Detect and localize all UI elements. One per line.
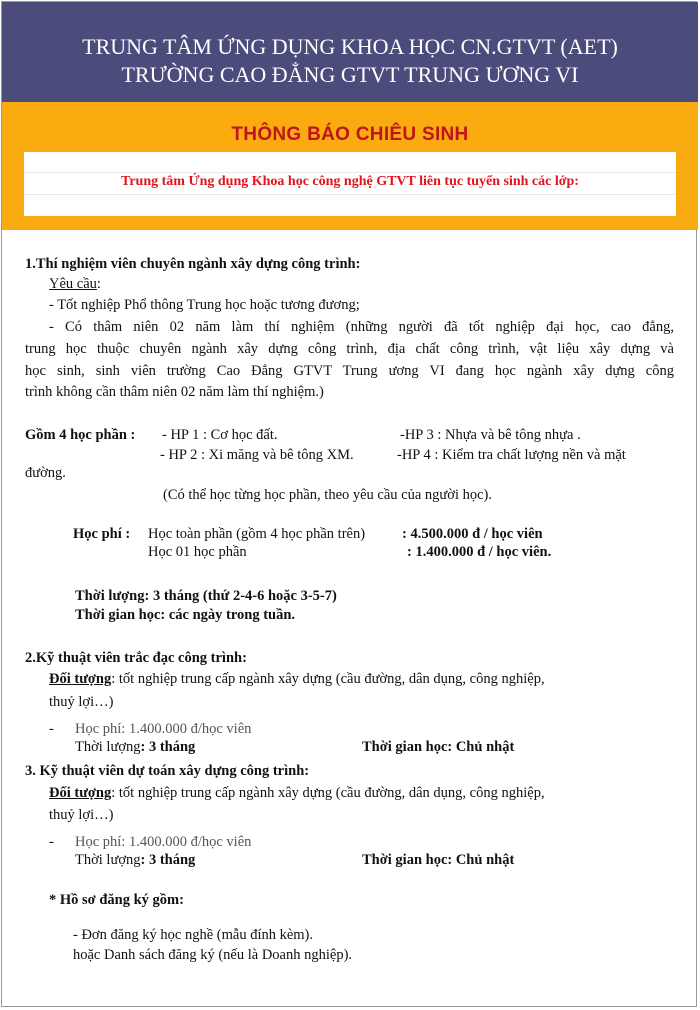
section2-fee: Học phí: 1.400.000 đ/học viên — [75, 721, 252, 737]
section2-target — [49, 670, 545, 689]
section2-schedule: Thời gian học: Chủ nhật — [362, 739, 515, 755]
notice-panel — [2, 102, 698, 230]
modules-label: Gồm 4 học phần : — [25, 427, 136, 443]
requirement-label-text: Yêu cầu — [49, 276, 97, 292]
target-text: : tốt nghiệp trung cấp ngành xây dựng (cầu đường, dân dụng, công nghiệp, — [111, 785, 545, 801]
section3-schedule: Thời gian học: Chủ nhật — [362, 852, 515, 868]
section1-requirement-label — [49, 275, 101, 294]
fee-full-text: Học toàn phần (gồm 4 học phần trên) — [148, 526, 366, 542]
section1-schedule: Thời gian học: các ngày trong tuần. — [75, 607, 296, 623]
section1-req-2d: trình không cần thâm niên 02 năm làm thí nghiệm.) — [25, 384, 324, 400]
section3-bullet-dash: - — [49, 834, 54, 850]
section1-req-2a: - Có thâm niên 02 năm làm thí nghiệm (những người đã tốt nghiệp đại học, cao đẳng, — [49, 319, 674, 335]
target-label: Đối tượng — [49, 785, 112, 801]
section2-bullet-dash: - — [49, 721, 54, 737]
module-hp4: -HP 4 : Kiểm tra chất lượng nền và mặt — [397, 447, 626, 463]
module-hp4-continued: đường. — [25, 465, 66, 481]
section3-target — [49, 784, 545, 803]
duration-label: Thời lượng — [75, 852, 141, 868]
section2-duration — [75, 738, 195, 757]
header-line-1: TRUNG TÂM ỨNG DỤNG KHOA HỌC CN.GTVT (AET) — [82, 34, 618, 59]
notice-subtitle-box — [24, 152, 676, 216]
ruled-line — [24, 194, 676, 195]
header-line-2: TRƯỜNG CAO ĐẲNG GTVT TRUNG ƯƠNG VI — [121, 62, 579, 87]
registration-item-2: hoặc Danh sách đăng ký (nếu là Doanh nghiệp). — [73, 947, 353, 963]
requirement-colon: : — [96, 276, 101, 292]
target-text: : tốt nghiệp trung cấp ngành xây dựng (cầu đường, dân dụng, công nghiệp, — [111, 671, 545, 687]
fee-single-value: : 1.400.000 đ / học viên. — [407, 544, 552, 560]
registration-item-1: - Đơn đăng ký học nghề (mẫu đính kèm). — [73, 927, 314, 943]
module-hp2: - HP 2 : Xi măng và bê tông XM. — [160, 447, 354, 463]
module-hp1: - HP 1 : Cơ học đất. — [162, 427, 278, 443]
section3-heading: 3. Kỹ thuật viên dự toán xây dựng công trình: — [25, 763, 310, 779]
fee-full-value: : 4.500.000 đ / học viên — [402, 526, 543, 542]
module-hp3: -HP 3 : Nhựa và bê tông nhựa . — [400, 427, 581, 443]
section3-duration — [75, 851, 195, 870]
header-banner — [2, 2, 698, 102]
section2-target-continued: thuỷ lợi…) — [49, 694, 114, 710]
ruled-line — [24, 172, 676, 173]
section1-req-2b: trung học thuộc chuyên ngành xây dựng công trình, địa chất công trình, vật liệu xây dựng và — [25, 341, 674, 357]
notice-title: THÔNG BÁO CHIÊU SINH — [231, 124, 469, 145]
section2-heading: 2.Kỹ thuật viên trắc đạc công trình: — [25, 650, 247, 666]
fee-single-text: Học 01 học phần — [148, 544, 247, 560]
registration-heading: * Hồ sơ đăng ký gồm: — [49, 892, 184, 908]
section1-heading: 1.Thí nghiệm viên chuyên ngành xây dựng công trình: — [25, 256, 361, 272]
duration-value: : 3 tháng — [140, 852, 196, 868]
section3-target-continued: thuỷ lợi…) — [49, 807, 114, 823]
duration-value: : 3 tháng — [140, 739, 196, 755]
section3-fee: Học phí: 1.400.000 đ/học viên — [75, 834, 252, 850]
fee-label: Học phí : — [73, 526, 131, 542]
notice-subtitle: Trung tâm Ứng dụng Khoa học công nghệ GTVT liên tục tuyển sinh các lớp: — [121, 174, 579, 189]
target-label: Đối tượng — [49, 671, 112, 687]
section1-req-1: - Tốt nghiệp Phổ thông Trung học hoặc tương đương; — [49, 297, 360, 313]
section1-duration: Thời lượng: 3 tháng (thứ 2-4-6 hoặc 3-5-7) — [75, 588, 337, 604]
modules-note: (Có thể học từng học phần, theo yêu cầu của người học). — [163, 487, 492, 503]
duration-label: Thời lượng — [75, 739, 141, 755]
section1-req-2c: học sinh, sinh viên trường Cao Đẳng GTVT Trung ương VI đang học ngành xây dựng công — [25, 363, 674, 379]
